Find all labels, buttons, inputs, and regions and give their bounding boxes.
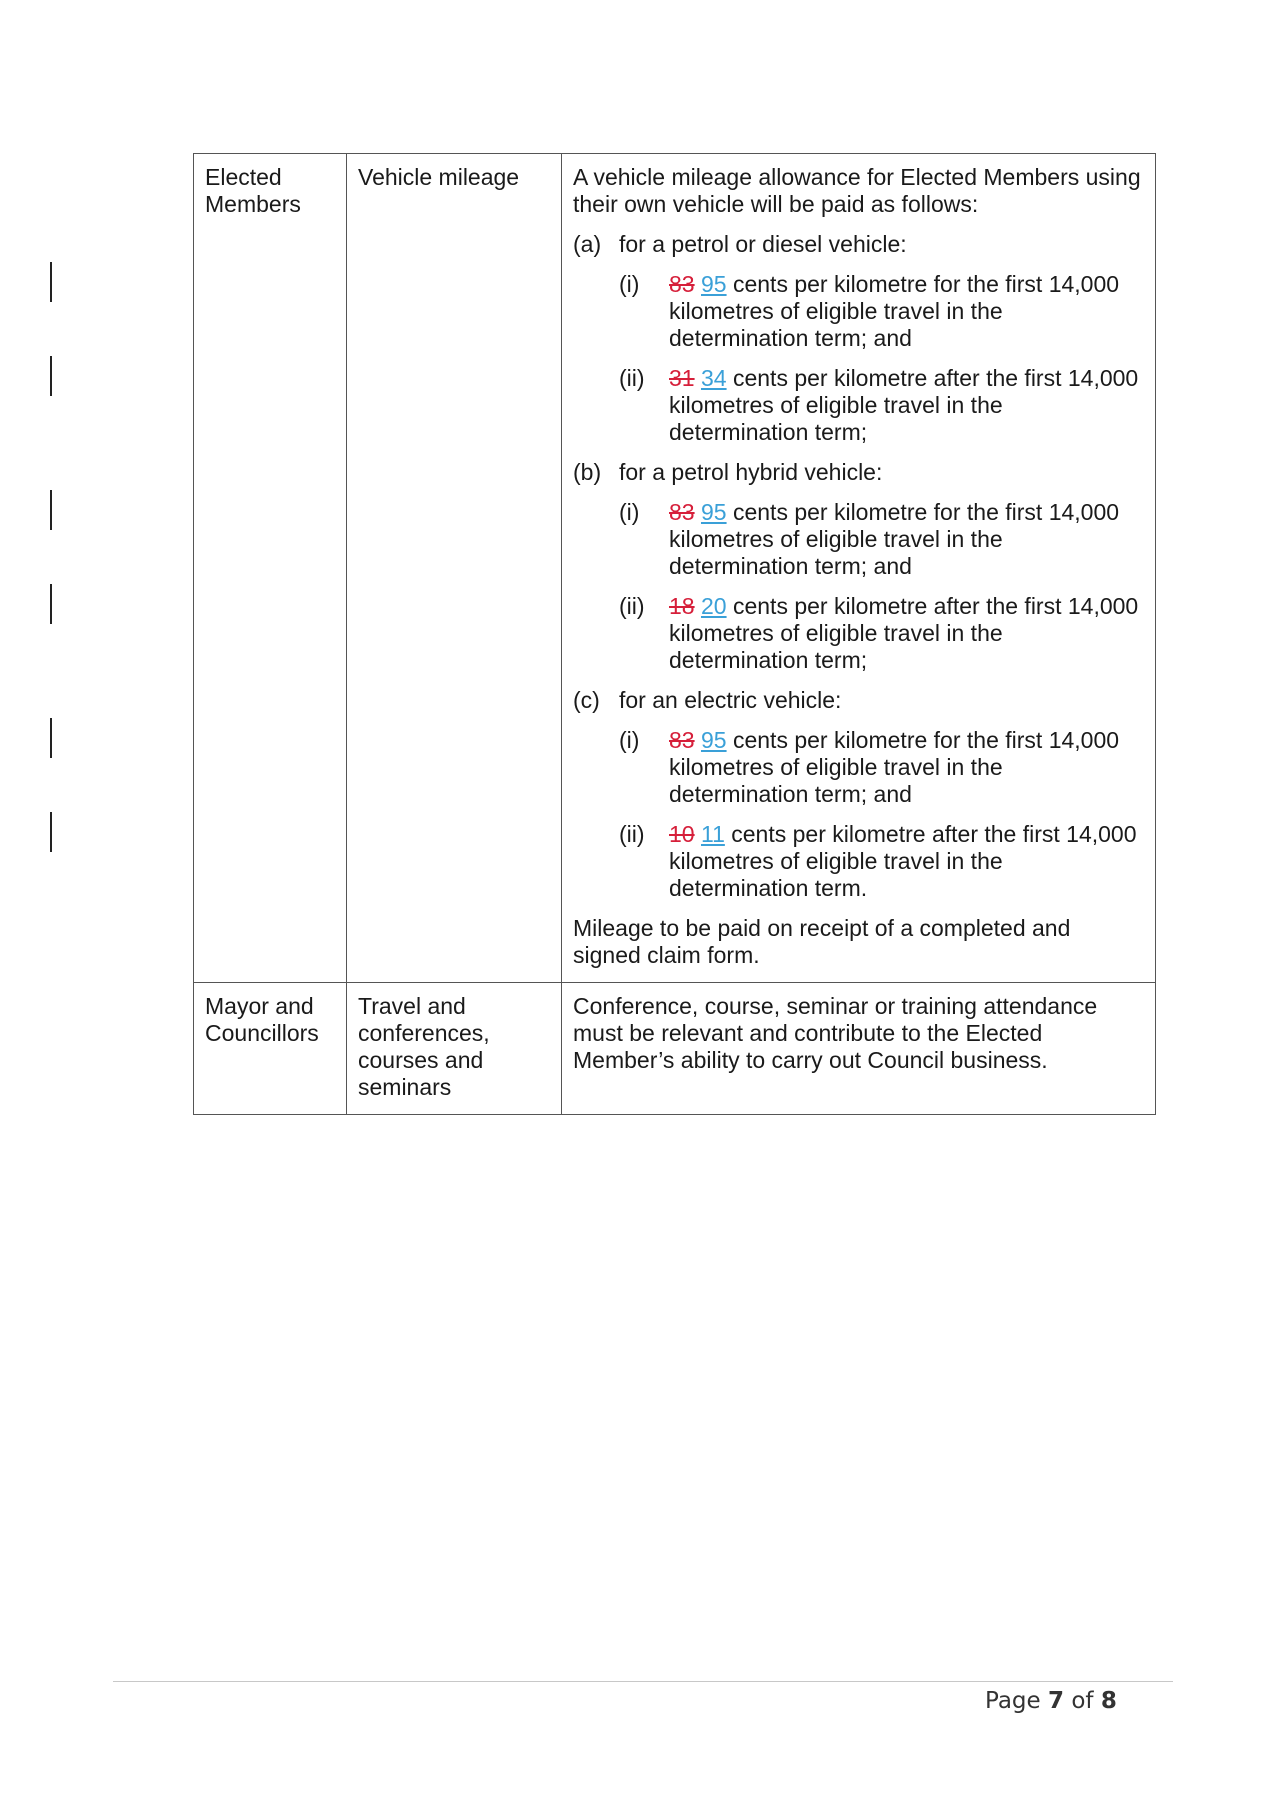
- rate-item-label: (i): [619, 271, 640, 297]
- deleted-rate: 31: [669, 365, 695, 391]
- change-bar: [50, 718, 52, 758]
- rate-item: [619, 821, 1144, 902]
- subclause: [573, 459, 1144, 486]
- change-bar: [50, 262, 52, 302]
- rate-item: [619, 271, 1144, 352]
- allowance-detail-cell: Conference, course, seminar or training attendance must be relevant and contribute to the Elected Member’s ability to carry out Council business.: [562, 983, 1156, 1115]
- change-bar: [50, 584, 52, 624]
- rate-item-text: cents per kilometre for the first 14,000 kilometres of eligible travel in the determination term; and: [669, 271, 1120, 351]
- subclause-text: for a petrol or diesel vehicle:: [619, 231, 907, 257]
- page-total: 8: [1100, 1688, 1117, 1714]
- table-row: [194, 983, 1156, 1115]
- page-number: [985, 1688, 1117, 1714]
- deleted-rate: 83: [669, 271, 695, 297]
- rate-item: [619, 727, 1144, 808]
- rate-item-text: cents per kilometre after the first 14,000 kilometres of eligible travel in the determination term.: [669, 821, 1137, 901]
- inserted-rate: 11: [700, 821, 725, 847]
- inserted-rate: 95: [700, 271, 727, 297]
- recipient-cell: Mayor and Councillors: [194, 983, 347, 1115]
- rate-item-text: cents per kilometre after the first 14,000 kilometres of eligible travel in the determination term;: [669, 593, 1139, 673]
- rate-item-label: (ii): [619, 593, 645, 619]
- deleted-rate: 18: [669, 593, 695, 619]
- rate-item-text: cents per kilometre after the first 14,000 kilometres of eligible travel in the determination term;: [669, 365, 1139, 445]
- of-word: of: [1071, 1688, 1094, 1714]
- change-bar: [50, 490, 52, 530]
- rate-item-label: (ii): [619, 821, 645, 847]
- subclause-text: for an electric vehicle:: [619, 687, 842, 713]
- subclause-label: (b): [573, 459, 602, 485]
- inserted-rate: 95: [700, 499, 727, 525]
- subclause-label: (a): [573, 231, 602, 257]
- allowance-detail-cell: [562, 154, 1156, 983]
- allowances-table: [193, 153, 1156, 1115]
- recipient-cell: Elected Members: [194, 154, 347, 983]
- change-bar: [50, 356, 52, 396]
- deleted-rate: 83: [669, 727, 695, 753]
- deleted-rate: 83: [669, 499, 695, 525]
- deleted-rate: 10: [669, 821, 695, 847]
- page-word: Page: [985, 1688, 1041, 1714]
- rate-item-label: (i): [619, 727, 640, 753]
- change-bar: [50, 812, 52, 852]
- rate-item: [619, 593, 1144, 674]
- subclause: [573, 231, 1144, 258]
- allowance-type-cell: Travel and conferences, courses and seminars: [347, 983, 562, 1115]
- closing-text: Mileage to be paid on receipt of a completed and signed claim form.: [573, 915, 1071, 968]
- inserted-rate: 34: [700, 365, 727, 391]
- rate-item-text: cents per kilometre for the first 14,000 kilometres of eligible travel in the determination term; and: [669, 727, 1120, 807]
- rate-item-text: cents per kilometre for the first 14,000 kilometres of eligible travel in the determination term; and: [669, 499, 1120, 579]
- inserted-rate: 20: [700, 593, 727, 619]
- rate-item-label: (i): [619, 499, 640, 525]
- allowance-type-cell: Vehicle mileage: [347, 154, 562, 983]
- subclause-label: (c): [573, 687, 600, 713]
- rate-item-label: (ii): [619, 365, 645, 391]
- intro-text: A vehicle mileage allowance for Elected Members using their own vehicle will be paid as follows:: [573, 164, 1141, 217]
- rate-item: [619, 365, 1144, 446]
- subclause-text: for a petrol hybrid vehicle:: [619, 459, 883, 485]
- inserted-rate: 95: [700, 727, 727, 753]
- subclause: [573, 687, 1144, 714]
- footer-divider: [113, 1681, 1173, 1682]
- rate-item: [619, 499, 1144, 580]
- table-row: [194, 154, 1156, 983]
- page-current: 7: [1048, 1688, 1065, 1714]
